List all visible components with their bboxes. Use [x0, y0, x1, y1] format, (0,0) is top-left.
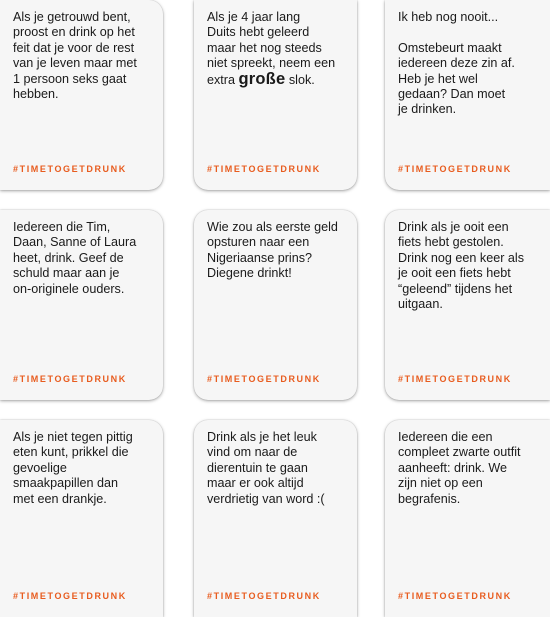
card-text: Iedereen die Tim, Daan, Sanne of Laura heet, drink. Geef de schuld maar aan je on-originele ouders. — [13, 220, 137, 296]
card-text: Als je niet tegen pittig eten kunt, prikkel die gevoelige smaakpapillen dan met een drankje. — [13, 430, 133, 506]
card-text: Drink als je het leuk vind om naar de dierentuin te gaan maar er ook altijd verdrietig van word :( — [207, 430, 325, 506]
card-text: Als je getrouwd bent, proost en drink op het feit dat je voor de rest van je leven maar met 1 persoon seks gaat hebben. — [13, 10, 137, 102]
card-text-emphasis: große — [238, 69, 286, 88]
card-hashtag: #TIMETOGETDRUNK — [207, 374, 321, 384]
drinking-card-married — [0, 0, 163, 190]
drinking-card-black-outfit — [385, 420, 550, 617]
card-hashtag: #TIMETOGETDRUNK — [207, 591, 321, 601]
drinking-card-bike — [385, 210, 550, 400]
drinking-card-common-names — [0, 210, 163, 400]
drinking-card-zoo — [194, 420, 357, 617]
drinking-card-spicy-food — [0, 420, 163, 617]
card-text: Wie zou als eerste geld opsturen naar een Nigeriaanse prins? Diegene drinkt! — [207, 220, 338, 281]
card-hashtag: #TIMETOGETDRUNK — [13, 164, 127, 174]
card-hashtag: #TIMETOGETDRUNK — [398, 374, 512, 384]
card-text-before: Als je 4 jaar lang Duits hebt geleerd maar het nog steeds niet spreekt, neem een extra — [207, 10, 336, 87]
card-text: Drink als je ooit een fiets hebt gestolen. Drink nog een keer als je ooit een fiets hebt “geleend” tijdens het uitgaan. — [398, 220, 525, 312]
card-text — [207, 10, 347, 88]
card-hashtag: #TIMETOGETDRUNK — [13, 374, 127, 384]
card-text-after: slok. — [285, 72, 315, 87]
drinking-card-never-have-i-ever — [385, 0, 550, 190]
card-text: Ik heb nog nooit... Omstebeurt maakt iedereen deze zin af. Heb je het wel gedaan? Dan moet je drinken. — [398, 10, 515, 117]
card-hashtag: #TIMETOGETDRUNK — [207, 164, 321, 174]
card-hashtag: #TIMETOGETDRUNK — [13, 591, 127, 601]
card-hashtag: #TIMETOGETDRUNK — [398, 164, 512, 174]
drinking-card-nigerian-prince — [194, 210, 357, 400]
card-hashtag: #TIMETOGETDRUNK — [398, 591, 512, 601]
drinking-card-german — [194, 0, 357, 190]
card-text: Iedereen die een compleet zwarte outfit aanheeft: drink. We zijn niet op een begrafenis. — [398, 430, 521, 506]
